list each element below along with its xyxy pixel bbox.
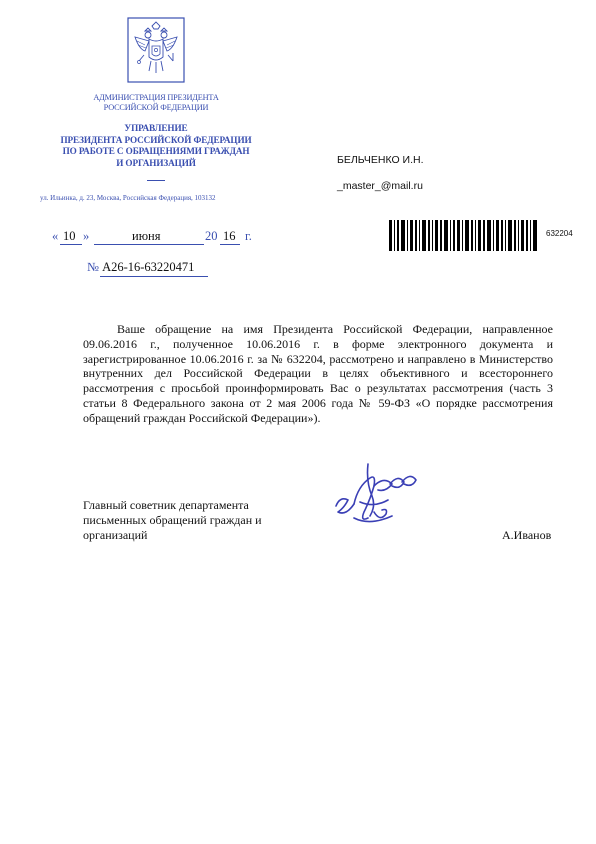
signatory-title-line-1: Главный советник департамента (83, 498, 249, 512)
signatory-title-line-2: письменных обращений граждан и (83, 513, 262, 527)
coat-of-arms-icon (127, 17, 185, 83)
signatory-title (83, 498, 293, 543)
number-sign: № (87, 260, 99, 274)
date-close-quote: » (83, 229, 90, 243)
barcode-number: 632204 (546, 229, 573, 238)
signatory-title-line-3: организаций (83, 528, 148, 542)
date-day: 10 (63, 229, 76, 243)
registration-number (87, 260, 194, 275)
document-date (52, 229, 272, 247)
date-year-suffix: 16 (223, 229, 236, 243)
dept-line-4: И ОРГАНИЗАЦИЙ (116, 157, 196, 168)
dept-line-2: ПРЕЗИДЕНТА РОССИЙСКОЙ ФЕДЕРАЦИИ (60, 134, 252, 145)
date-day-underline (60, 244, 82, 245)
date-year-underline (220, 244, 240, 245)
dept-line-1: УПРАВЛЕНИЕ (124, 123, 188, 133)
date-open-quote: « (52, 229, 59, 243)
recipient-email: _master_@mail.ru (337, 180, 423, 192)
admin-line-1: АДМИНИСТРАЦИЯ ПРЕЗИДЕНТА (93, 93, 219, 102)
department-name (50, 123, 262, 169)
recipient-name: БЕЛЬЧЕНКО И.Н. (337, 154, 424, 166)
barcode (389, 220, 537, 251)
department-address: ул. Ильинка, д. 23, Москва, Российская Федерация, 103132 (40, 194, 216, 202)
letter-body: Ваше обращение на имя Президента Российской Федерации, направленное 09.06.2016 г., полученное 10.06.2016 г. в форме электронного документа и зарегистрированное 10.06.2016 г. за № 632204, рассмотрено и направлено в Министерство внутренних дел Российской Федерации в целях объективного и всестороннего рассмотрения с просьбой проинформировать Вас о результатах рассмотрения (часть 3 статьи 8 Федерального закона от 2 мая 2006 года № 59-ФЗ «О порядке рассмотрения обращений граждан Российской Федерации»). (83, 322, 553, 425)
date-month-underline (94, 244, 204, 245)
department-divider (147, 180, 165, 181)
date-month: июня (132, 229, 161, 243)
date-year-unit: г. (245, 229, 252, 243)
registration-value: А26-16-63220471 (102, 260, 195, 274)
admin-line-2: РОССИЙСКОЙ ФЕДЕРАЦИИ (103, 103, 209, 112)
signer-name: А.Иванов (502, 528, 552, 542)
handwritten-signature (330, 456, 422, 534)
administration-name (70, 93, 242, 113)
dept-line-3: ПО РАБОТЕ С ОБРАЩЕНИЯМИ ГРАЖДАН (62, 146, 250, 156)
date-year-prefix: 20 (205, 229, 218, 243)
registration-underline (100, 276, 208, 277)
